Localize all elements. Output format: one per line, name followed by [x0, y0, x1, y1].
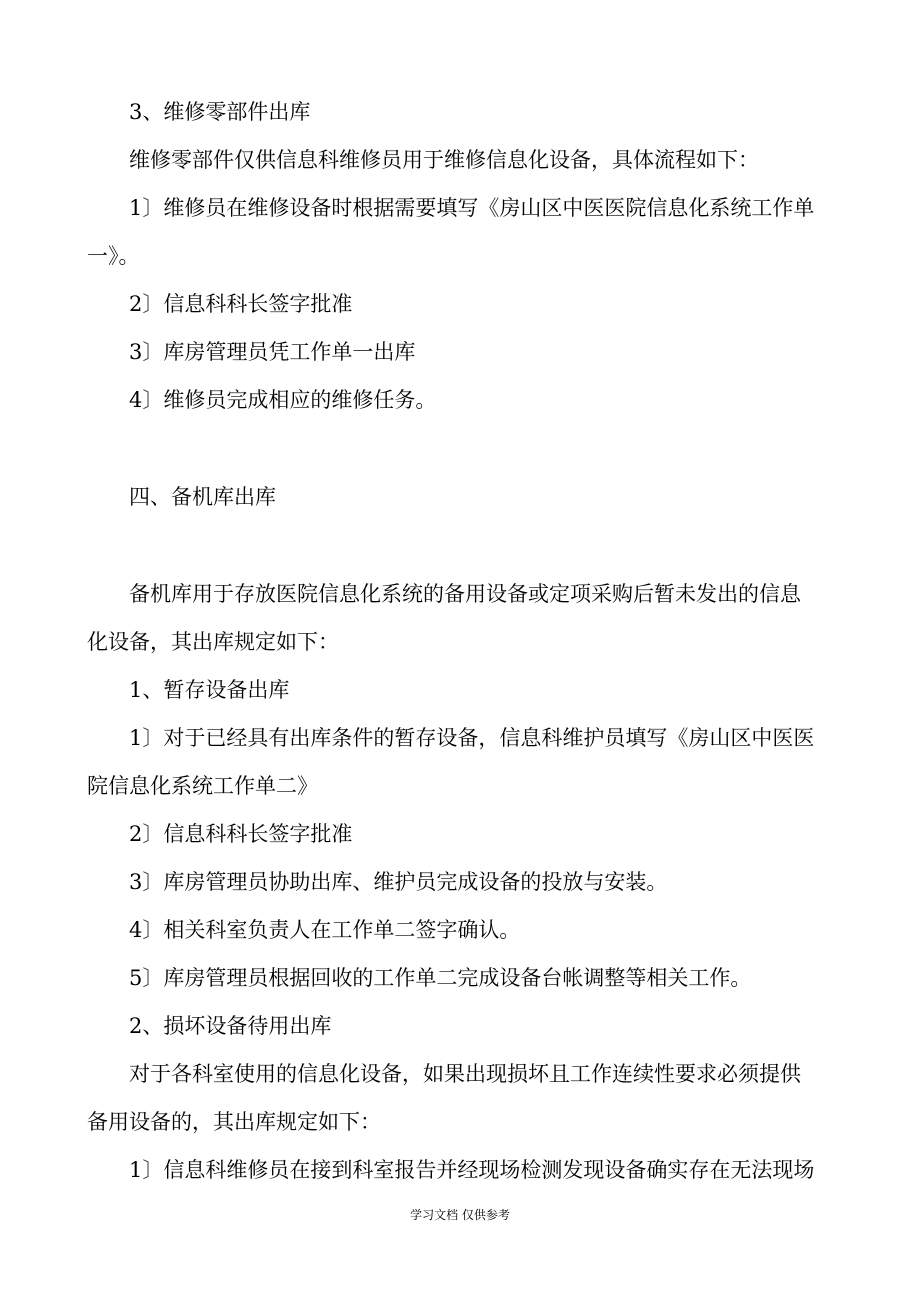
paragraph-line: 备用设备的，其出库规定如下： — [87, 1110, 381, 1134]
section-heading: 1、暂存设备出库 — [129, 678, 290, 702]
list-item-continuation: 一》。 — [87, 244, 140, 268]
list-item-continuation: 院信息化系统工作单二》 — [87, 774, 318, 798]
paragraph-line: 对于各科室使用的信息化设备，如果出现损坏且工作连续性要求必须提供 — [129, 1062, 801, 1086]
paragraph-line: 备机库用于存放医院信息化系统的备用设备或定项采购后暂未发出的信息 — [129, 582, 801, 606]
section-heading: 3、维修零部件出库 — [129, 100, 311, 124]
list-item: 1〕信息科维修员在接到科室报告并经现场检测发现设备确实存在无法现场 — [129, 1158, 815, 1182]
list-item: 3〕库房管理员凭工作单一出库 — [129, 340, 416, 364]
list-item: 1〕维修员在维修设备时根据需要填写《房山区中医医院信息化系统工作单 — [129, 196, 815, 220]
list-item: 2〕信息科科长签字批准 — [129, 292, 353, 316]
chapter-heading: 四、备机库出库 — [129, 485, 276, 509]
list-item: 4〕相关科室负责人在工作单二签字确认。 — [129, 918, 521, 942]
list-item: 5〕库房管理员根据回收的工作单二完成设备台帐调整等相关工作。 — [129, 966, 752, 990]
list-item: 1〕对于已经具有出库条件的暂存设备，信息科维护员填写《房山区中医医 — [129, 726, 815, 750]
list-item: 3〕库房管理员协助出库、维护员完成设备的投放与安装。 — [129, 870, 668, 894]
page-footer: 学习文档 仅供参考 — [410, 1208, 510, 1222]
list-item: 2〕信息科科长签字批准 — [129, 822, 353, 846]
paragraph-line: 维修零部件仅供信息科维修员用于维修信息化设备，具体流程如下： — [129, 148, 759, 172]
list-item: 4〕维修员完成相应的维修任务。 — [129, 388, 437, 412]
section-heading: 2、损坏设备待用出库 — [129, 1014, 332, 1038]
paragraph-line: 化设备，其出库规定如下： — [87, 630, 339, 654]
